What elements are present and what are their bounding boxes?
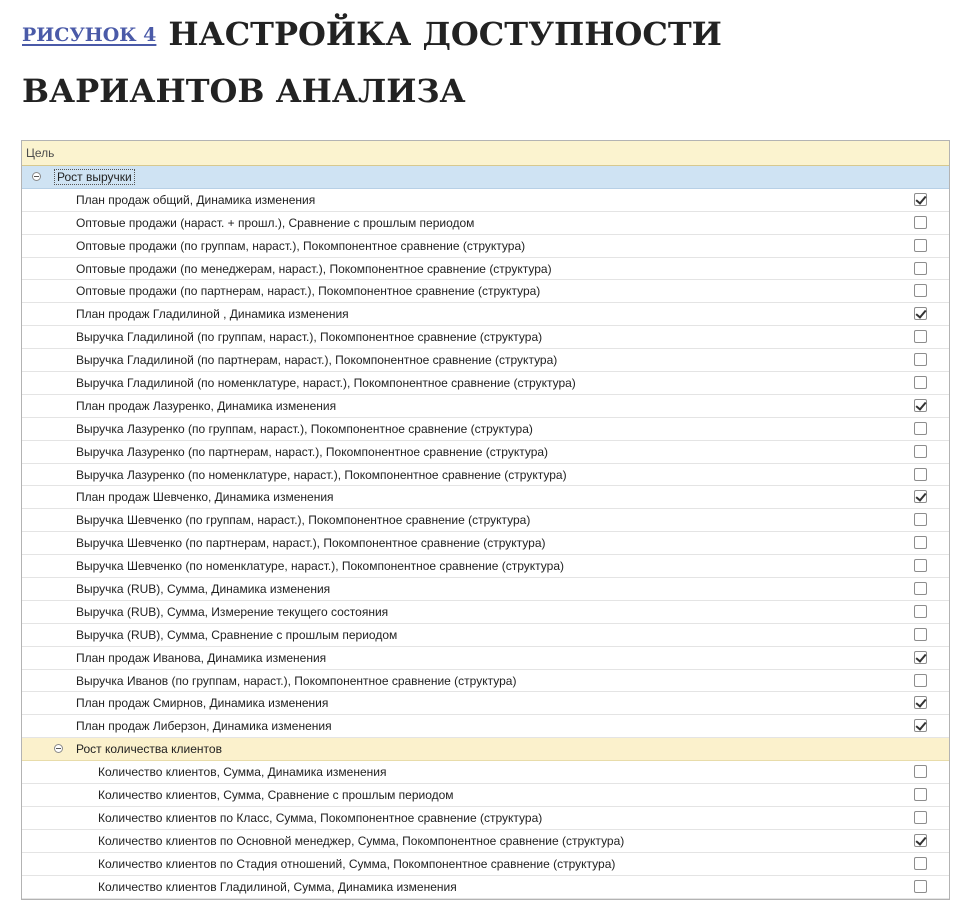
availability-checkbox[interactable] [914, 513, 927, 526]
figure-title-line-1: НАСТРОЙКА ДОСТУПНОСТИ [168, 15, 722, 53]
item-label: План продаж Шевченко, Динамика изменения [76, 490, 334, 505]
availability-checkbox[interactable] [914, 559, 927, 572]
item-label: Выручка Шевченко (по номенклатуре, нараст.), Покомпонентное сравнение (структура) [76, 559, 564, 574]
group-label [54, 166, 135, 188]
figure-title-line-2: ВАРИАНТОВ АНАЛИЗА [22, 72, 466, 110]
item-label: План продаж Либерзон, Динамика изменения [76, 719, 332, 734]
availability-checkbox[interactable] [914, 674, 927, 687]
availability-checkbox[interactable] [914, 399, 927, 412]
availability-checkbox[interactable] [914, 490, 927, 503]
item-label: Количество клиентов Гладилиной, Сумма, Динамика изменения [98, 879, 457, 894]
group-label-text: Рост количества клиентов [76, 742, 222, 757]
availability-checkbox[interactable] [914, 880, 927, 893]
group-label-text: Рост выручки [54, 169, 135, 185]
figure-heading [22, 6, 962, 119]
tree-item-row[interactable] [22, 715, 949, 738]
column-header-goal[interactable]: Цель [22, 141, 949, 166]
availability-checkbox[interactable] [914, 536, 927, 549]
item-label: Выручка (RUB), Сумма, Динамика изменения [76, 582, 331, 597]
availability-checkbox[interactable] [914, 628, 927, 641]
availability-checkbox[interactable] [914, 788, 927, 801]
tree-item-row[interactable] [22, 303, 949, 326]
tree-item-row[interactable] [22, 624, 949, 647]
heading-line-1 [22, 6, 962, 63]
availability-checkbox[interactable] [914, 422, 927, 435]
collapse-icon[interactable] [32, 172, 41, 181]
availability-checkbox[interactable] [914, 605, 927, 618]
item-label: Выручка Лазуренко (по партнерам, нараст.), Покомпонентное сравнение (структура) [76, 444, 549, 459]
item-label: Оптовые продажи (по партнерам, нараст.), Покомпонентное сравнение (структура) [76, 284, 541, 299]
collapse-icon[interactable] [54, 744, 63, 753]
availability-checkbox[interactable] [914, 857, 927, 870]
item-label: Выручка Гладилиной (по группам, нараст.), Покомпонентное сравнение (структура) [76, 330, 543, 345]
group-label [76, 738, 222, 760]
item-label: Количество клиентов по Стадия отношений, Сумма, Покомпонентное сравнение (структура) [98, 856, 616, 871]
item-label: Выручка Лазуренко (по номенклатуре, нараст.), Покомпонентное сравнение (структура) [76, 467, 567, 482]
item-label: План продаж Иванова, Динамика изменения [76, 650, 327, 665]
item-label: План продаж Лазуренко, Динамика изменения [76, 398, 337, 413]
item-label: Оптовые продажи (по менеджерам, нараст.), Покомпонентное сравнение (структура) [76, 261, 552, 276]
availability-checkbox[interactable] [914, 376, 927, 389]
availability-checkbox[interactable] [914, 811, 927, 824]
item-label: Выручка (RUB), Сумма, Измерение текущего состояния [76, 604, 389, 619]
availability-checkbox[interactable] [914, 696, 927, 709]
tree-item-row[interactable] [22, 372, 949, 395]
tree-item-row[interactable] [22, 532, 949, 555]
goals-tree-table [21, 140, 950, 900]
tree-item-row[interactable] [22, 876, 949, 899]
item-label: Количество клиентов, Сумма, Сравнение с прошлым периодом [98, 788, 454, 803]
item-label: Выручка (RUB), Сумма, Сравнение с прошлым периодом [76, 627, 398, 642]
availability-checkbox[interactable] [914, 765, 927, 778]
item-label: Выручка Гладилиной (по номенклатуре, нараст.), Покомпонентное сравнение (структура) [76, 376, 576, 391]
tree-item-row[interactable] [22, 189, 949, 212]
tree-item-row[interactable] [22, 578, 949, 601]
tree-item-row[interactable] [22, 647, 949, 670]
tree-item-row[interactable] [22, 784, 949, 807]
tree-item-row[interactable] [22, 761, 949, 784]
tree-group-row[interactable] [22, 166, 949, 189]
availability-checkbox[interactable] [914, 330, 927, 343]
tree-item-row[interactable] [22, 235, 949, 258]
tree-item-row[interactable] [22, 349, 949, 372]
tree-item-row[interactable] [22, 441, 949, 464]
tree-item-row[interactable] [22, 509, 949, 532]
tree-item-row[interactable] [22, 258, 949, 281]
availability-checkbox[interactable] [914, 262, 927, 275]
availability-checkbox[interactable] [914, 239, 927, 252]
tree-body [22, 166, 949, 899]
tree-item-row[interactable] [22, 555, 949, 578]
item-label: Выручка Лазуренко (по группам, нараст.), Покомпонентное сравнение (структура) [76, 421, 533, 436]
item-label: Количество клиентов по Основной менеджер, Сумма, Покомпонентное сравнение (структура) [98, 833, 625, 848]
availability-checkbox[interactable] [914, 719, 927, 732]
tree-item-row[interactable] [22, 807, 949, 830]
tree-item-row[interactable] [22, 395, 949, 418]
item-label: Выручка Иванов (по группам, нараст.), Покомпонентное сравнение (структура) [76, 673, 517, 688]
tree-item-row[interactable] [22, 601, 949, 624]
availability-checkbox[interactable] [914, 582, 927, 595]
tree-item-row[interactable] [22, 830, 949, 853]
tree-item-row[interactable] [22, 326, 949, 349]
tree-item-row[interactable] [22, 692, 949, 715]
tree-item-row[interactable] [22, 486, 949, 509]
availability-checkbox[interactable] [914, 284, 927, 297]
availability-checkbox[interactable] [914, 216, 927, 229]
tree-item-row[interactable] [22, 464, 949, 487]
item-label: Выручка Гладилиной (по партнерам, нараст.), Покомпонентное сравнение (структура) [76, 353, 558, 368]
availability-checkbox[interactable] [914, 651, 927, 664]
item-label: Выручка Шевченко (по партнерам, нараст.), Покомпонентное сравнение (структура) [76, 536, 546, 551]
availability-checkbox[interactable] [914, 445, 927, 458]
item-label: Оптовые продажи (нараст. + прошл.), Сравнение с прошлым периодом [76, 215, 475, 230]
tree-item-row[interactable] [22, 418, 949, 441]
tree-item-row[interactable] [22, 670, 949, 693]
item-label: Количество клиентов, Сумма, Динамика изменения [98, 765, 387, 780]
availability-checkbox[interactable] [914, 468, 927, 481]
item-label: Оптовые продажи (по группам, нараст.), Покомпонентное сравнение (структура) [76, 238, 526, 253]
item-label: Количество клиентов по Класс, Сумма, Покомпонентное сравнение (структура) [98, 810, 543, 825]
item-label: Выручка Шевченко (по группам, нараст.), Покомпонентное сравнение (структура) [76, 513, 531, 528]
availability-checkbox[interactable] [914, 834, 927, 847]
tree-item-row[interactable] [22, 853, 949, 876]
availability-checkbox[interactable] [914, 307, 927, 320]
availability-checkbox[interactable] [914, 353, 927, 366]
tree-group-row[interactable] [22, 738, 949, 761]
item-label: План продаж Смирнов, Динамика изменения [76, 696, 329, 711]
figure-label: РИСУНОК 4 [22, 24, 157, 46]
tree-item-row[interactable] [22, 280, 949, 303]
item-label: План продаж Гладилиной , Динамика изменения [76, 307, 349, 322]
availability-checkbox[interactable] [914, 193, 927, 206]
item-label: План продаж общий, Динамика изменения [76, 192, 316, 207]
tree-item-row[interactable] [22, 212, 949, 235]
